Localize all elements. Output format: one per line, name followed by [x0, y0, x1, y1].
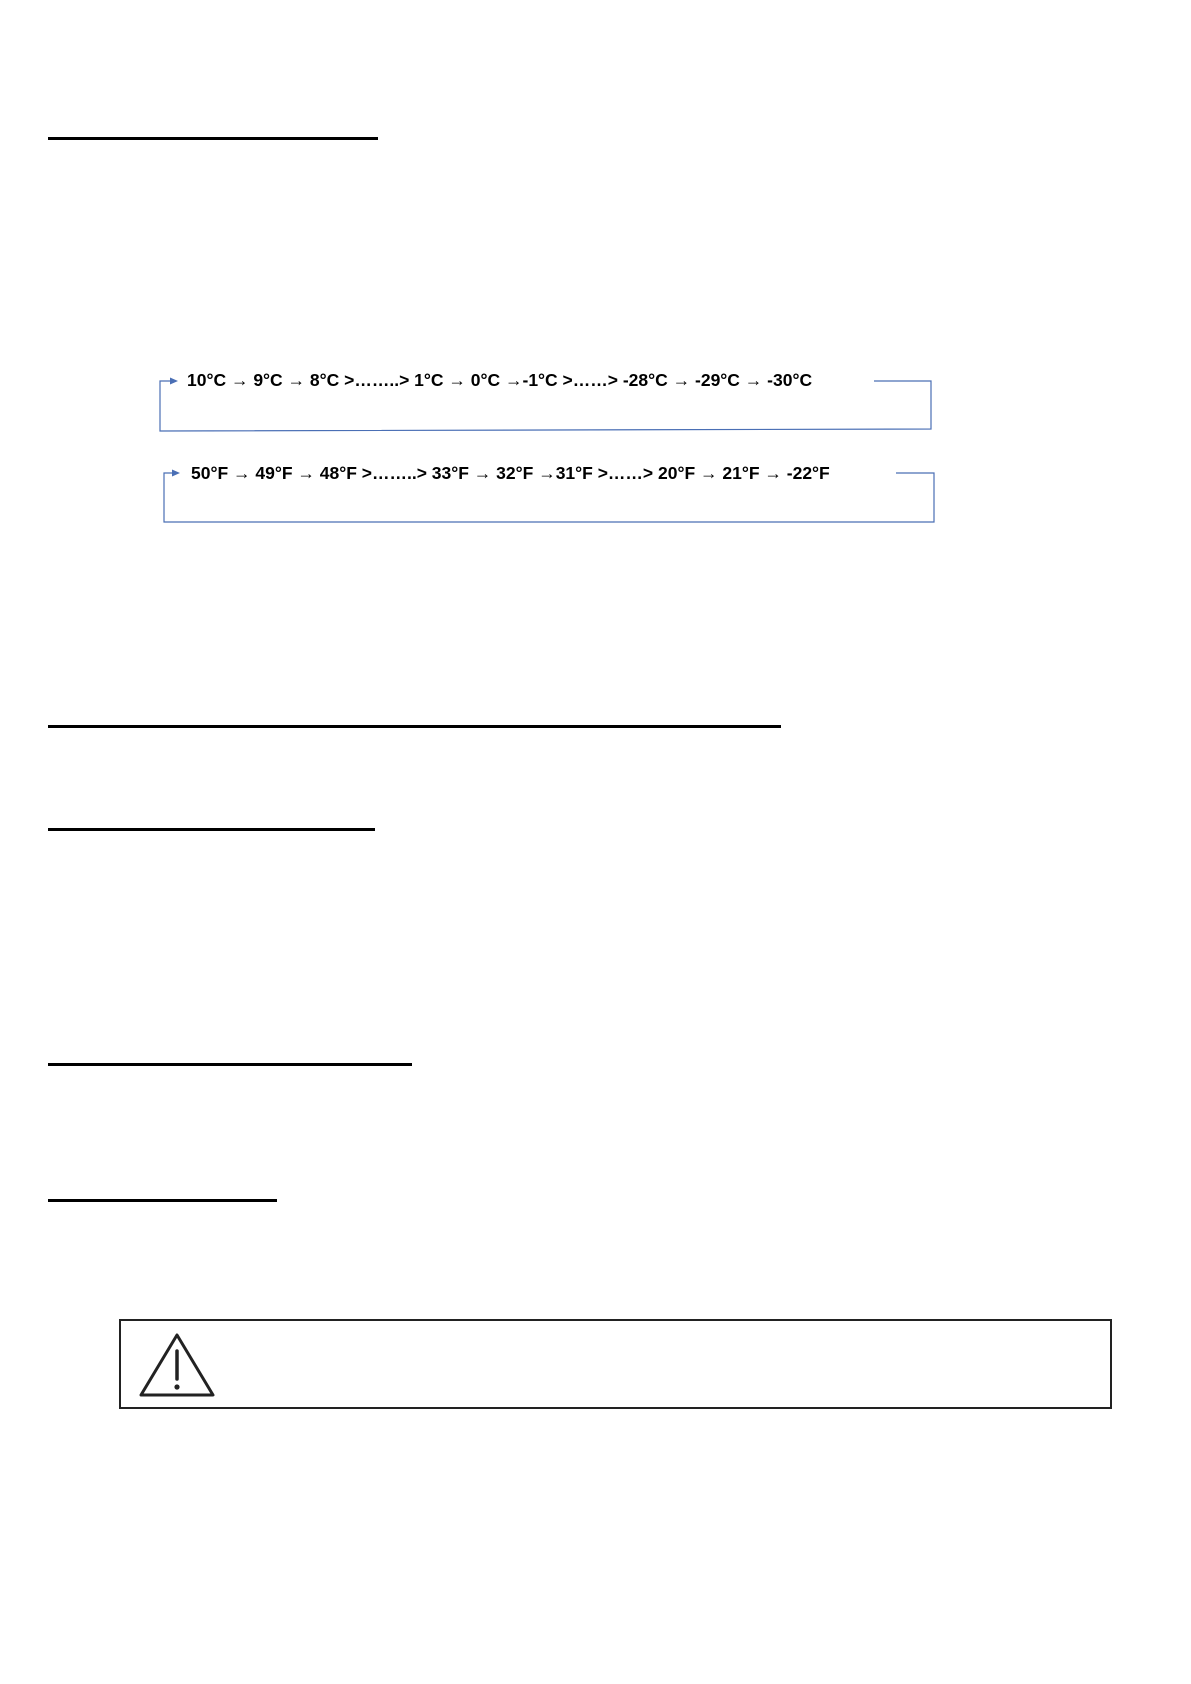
fahrenheit-sequence: 50°F → 49°F → 48°F >……..> 33°F → 32°F →31°F >……> 20°F → 21°F → -22°F: [191, 463, 830, 483]
heading-rule-2: [48, 725, 781, 728]
warning-box: [119, 1319, 1112, 1409]
heading-rule-3: [48, 828, 375, 831]
heading-rule-4: [48, 1063, 412, 1066]
celsius-sequence: 10°C → 9°C → 8°C >……..> 1°C → 0°C →-1°C >……> -28°C → -29°C → -30°C: [187, 370, 813, 390]
warning-triangle-icon: [137, 1331, 217, 1404]
heading-rule-5: [48, 1199, 277, 1202]
